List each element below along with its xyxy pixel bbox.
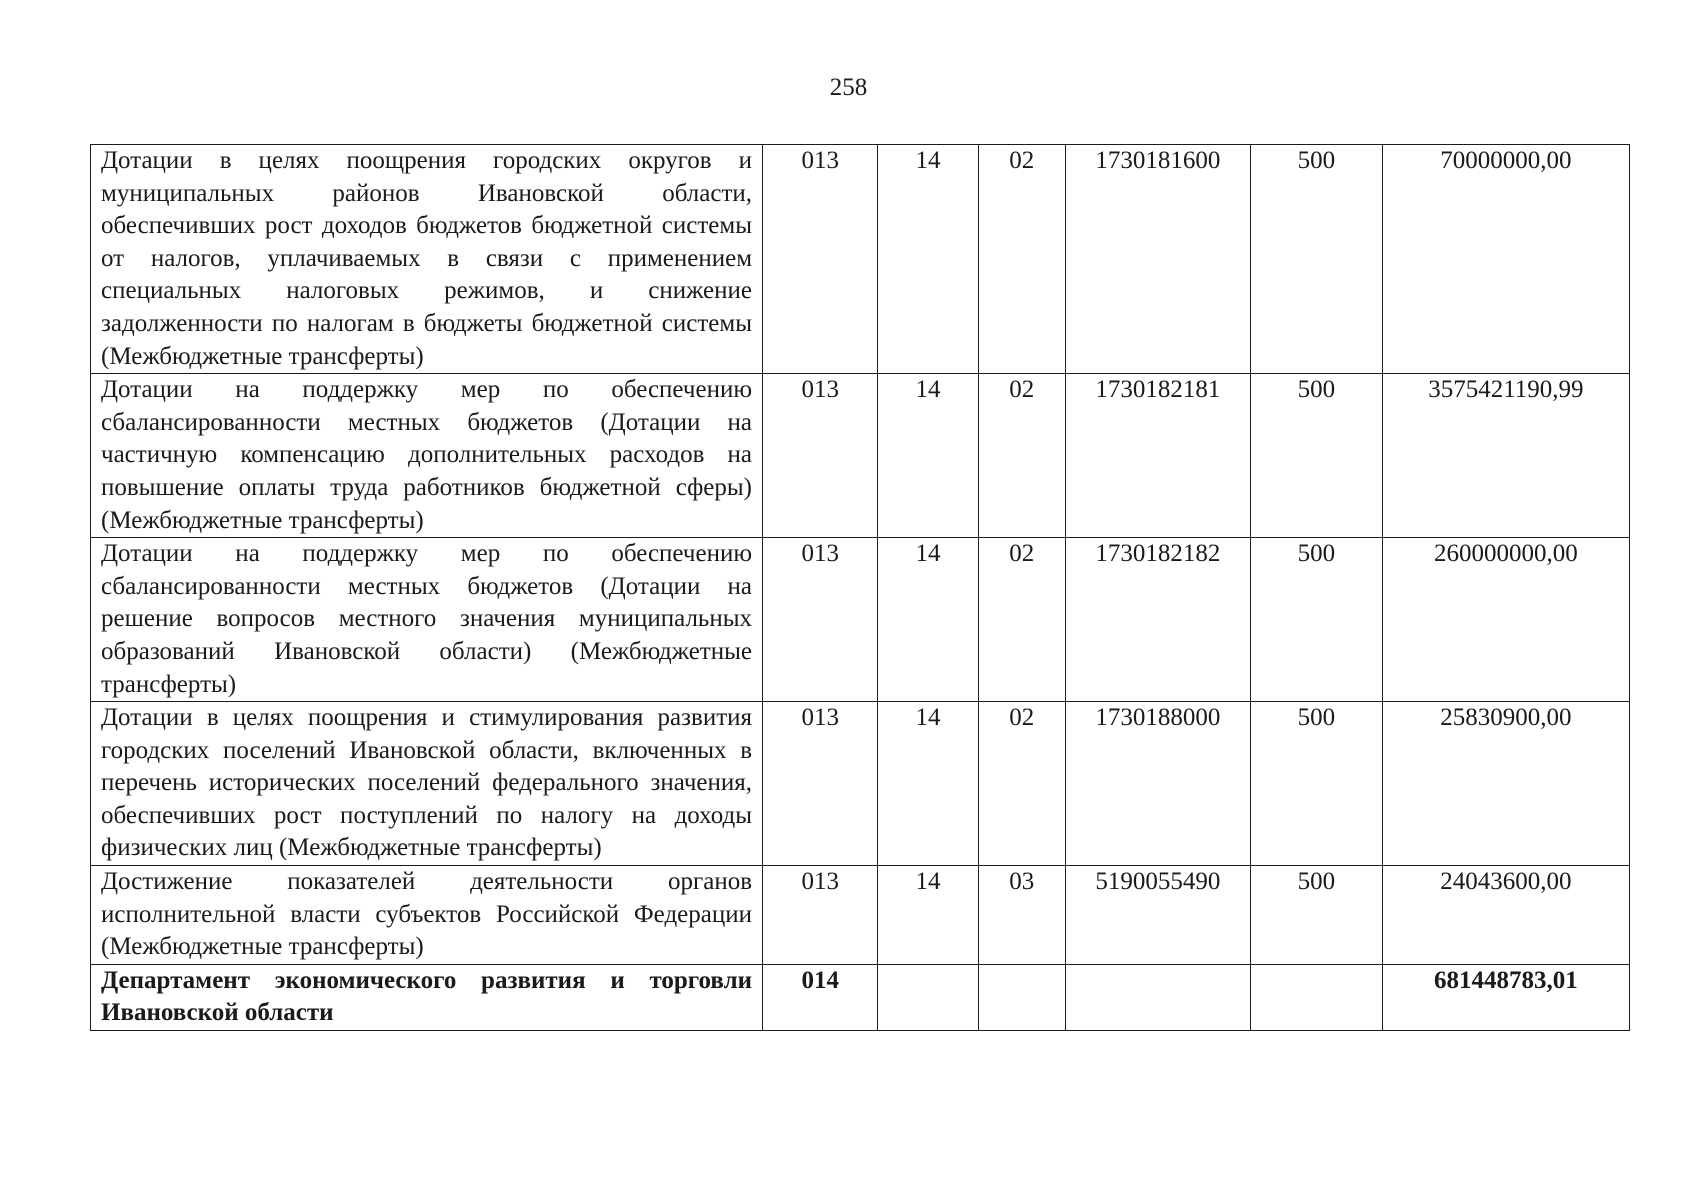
- page-number: 258: [829, 74, 868, 101]
- row-description: Достижение показателей деятельности органов исполнительной власти субъектов Российской Федерации (Межбюджетные трансферты): [91, 866, 763, 965]
- department-total-amount: 681448783,01: [1382, 964, 1629, 1030]
- department-total-row: [91, 964, 1630, 1030]
- table-body: [91, 145, 1630, 1031]
- row-target-article: 1730182181: [1065, 374, 1250, 538]
- table-row: [91, 702, 1630, 866]
- row-subsection-code: 02: [978, 538, 1065, 702]
- row-amount: 260000000,00: [1382, 538, 1629, 702]
- row-expense-type: 500: [1250, 145, 1382, 374]
- row-admin-code: 013: [763, 538, 878, 702]
- row-amount: 3575421190,99: [1382, 374, 1629, 538]
- table-row: [91, 866, 1630, 965]
- row-description: Дотации в целях поощрения городских округов и муниципальных районов Ивановской области, обеспечивших рост доходов бюджетов бюджетной системы от налогов, уплачиваемых в связи с применением специальных налоговых режимов, и снижение задолженности по налогам в бюджеты бюджетной системы (Межбюджетные трансферты): [91, 145, 763, 374]
- budget-table: [90, 144, 1630, 1031]
- row-admin-code: 013: [763, 866, 878, 965]
- row-section-code: 14: [878, 145, 978, 374]
- row-subsection-code: 02: [978, 145, 1065, 374]
- row-expense-type: 500: [1250, 374, 1382, 538]
- row-expense-type: [1250, 964, 1382, 1030]
- row-expense-type: 500: [1250, 702, 1382, 866]
- table-row: [91, 374, 1630, 538]
- row-description: Дотации в целях поощрения и стимулирования развития городских поселений Ивановской области, включенных в перечень исторических поселений федерального значения, обеспечивших рост поступлений по налогу на доходы физических лиц (Межбюджетные трансферты): [91, 702, 763, 866]
- table-row: [91, 538, 1630, 702]
- row-section-code: 14: [878, 374, 978, 538]
- row-target-article: 1730188000: [1065, 702, 1250, 866]
- row-target-article: [1065, 964, 1250, 1030]
- row-section-code: 14: [878, 866, 978, 965]
- row-admin-code: 013: [763, 374, 878, 538]
- row-description: Дотации на поддержку мер по обеспечению сбалансированности местных бюджетов (Дотации на решение вопросов местного значения муниципальных образований Ивановской области) (Межбюджетные трансферты): [91, 538, 763, 702]
- row-amount: 24043600,00: [1382, 866, 1629, 965]
- row-subsection-code: 02: [978, 374, 1065, 538]
- row-subsection-code: [978, 964, 1065, 1030]
- row-target-article: 1730182182: [1065, 538, 1250, 702]
- row-target-article: 1730181600: [1065, 145, 1250, 374]
- row-amount: 70000000,00: [1382, 145, 1629, 374]
- row-section-code: [878, 964, 978, 1030]
- table-row: [91, 145, 1630, 374]
- row-expense-type: 500: [1250, 866, 1382, 965]
- row-subsection-code: 02: [978, 702, 1065, 866]
- department-name: Департамент экономического развития и торговли Ивановской области: [91, 964, 763, 1030]
- row-section-code: 14: [878, 702, 978, 866]
- row-section-code: 14: [878, 538, 978, 702]
- row-subsection-code: 03: [978, 866, 1065, 965]
- row-target-article: 5190055490: [1065, 866, 1250, 965]
- row-amount: 25830900,00: [1382, 702, 1629, 866]
- row-admin-code: 013: [763, 702, 878, 866]
- department-admin-code: 014: [763, 964, 878, 1030]
- row-expense-type: 500: [1250, 538, 1382, 702]
- row-description: Дотации на поддержку мер по обеспечению сбалансированности местных бюджетов (Дотации на частичную компенсацию дополнительных расходов на повышение оплаты труда работников бюджетной сферы) (Межбюджетные трансферты): [91, 374, 763, 538]
- row-admin-code: 013: [763, 145, 878, 374]
